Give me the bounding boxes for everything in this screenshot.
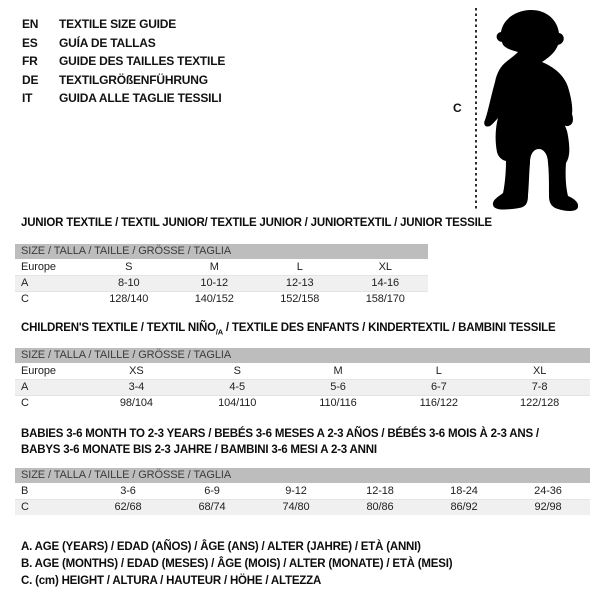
height-cell: 116/122	[419, 397, 458, 409]
babies-title-line1: BABIES 3-6 MONTH TO 2-3 YEARS / BEBÉS 3-6 MESES A 2-3 AÑOS / BÉBÉS 3-6 MOIS À 2-3 ANS /	[21, 428, 539, 440]
children-size-table	[15, 348, 590, 411]
language-title-block	[22, 15, 225, 108]
junior-size-table	[15, 244, 428, 307]
language-code: IT	[22, 91, 33, 105]
language-code: DE	[22, 72, 39, 87]
height-cell: 104/110	[218, 397, 257, 409]
language-row-en	[22, 15, 225, 34]
row-label: A	[21, 277, 29, 289]
height-cell: 74/80	[282, 501, 310, 513]
babies-size-table	[15, 468, 590, 515]
language-row-es	[22, 34, 225, 53]
height-cell: 98/104	[119, 397, 153, 409]
row-label: B	[21, 485, 29, 497]
height-cell: 140/152	[194, 293, 234, 305]
age-cell: 10-12	[200, 277, 229, 289]
age-cell: 5-6	[330, 381, 346, 393]
size-cell: S	[125, 261, 133, 273]
children-title-post: / TEXTILE DES ENFANTS / KINDERTEXTIL / BAMBINI TESSILE	[222, 322, 556, 334]
months-cell: 12-18	[366, 485, 394, 497]
age-cell: 4-5	[229, 381, 245, 393]
size-cell: M	[333, 365, 343, 377]
babies-table-title	[21, 426, 539, 458]
toddler-silhouette-image	[483, 8, 578, 212]
row-label: C	[21, 397, 29, 409]
children-title-pre: CHILDREN'S TEXTILE / TEXTIL NIÑO	[21, 322, 216, 334]
children-title-sub: /A	[215, 327, 223, 337]
months-cell: 3-6	[120, 485, 136, 497]
table-row-europe	[15, 363, 590, 379]
height-cell: 158/170	[365, 293, 405, 305]
size-header-bar: SIZE / TALLA / TAILLE / GRÖSSE / TAGLIA	[15, 468, 590, 483]
age-cell: 12-13	[285, 277, 314, 289]
size-cell: XL	[378, 261, 392, 273]
height-cell: 92/98	[534, 501, 562, 513]
size-cell: XL	[532, 365, 547, 377]
size-cell: L	[435, 365, 442, 377]
language-code: EN	[22, 17, 39, 31]
size-cell: L	[296, 261, 303, 273]
age-cell: 8-10	[117, 277, 140, 289]
footnote-height-cm: C. (cm) HEIGHT / ALTURA / HAUTEUR / HÖHE / ALTEZZA	[21, 574, 322, 587]
height-cell: 122/128	[520, 397, 560, 409]
row-label: Europe	[21, 261, 56, 273]
language-label: TEXTILGRÖßENFÜHRUNG	[59, 72, 208, 87]
footnote-age-years: A. AGE (YEARS) / EDAD (AÑOS) / ÂGE (ANS) / ALTER (JAHRE) / ETÀ (ANNI)	[21, 541, 421, 553]
row-label: C	[21, 501, 29, 513]
months-cell: 9-12	[285, 485, 307, 497]
height-measure-dashed-line	[475, 8, 477, 210]
months-cell: 18-24	[450, 485, 478, 497]
height-measure-label: C	[453, 101, 462, 115]
footnote-age-months: B. AGE (MONTHS) / EDAD (MESES) / ÂGE (MOIS) / ALTER (MONATE) / ETÀ (MESI)	[21, 557, 453, 570]
table-row-height	[15, 291, 428, 307]
children-table-title	[21, 320, 555, 340]
language-row-de	[22, 71, 225, 90]
language-code: FR	[22, 54, 38, 68]
height-cell: 86/92	[450, 501, 478, 513]
language-label: TEXTILE SIZE GUIDE	[59, 17, 177, 31]
row-label: Europe	[21, 365, 56, 377]
table-row-age	[15, 379, 590, 395]
size-header-bar: SIZE / TALLA / TAILLE / GRÖSSE / TAGLIA	[15, 244, 428, 259]
table-row-europe	[15, 259, 428, 275]
height-cell: 128/140	[109, 293, 149, 305]
language-code: ES	[22, 35, 38, 50]
babies-title-line2: BABYS 3-6 MONATE BIS 2-3 JAHRE / BAMBINI 3-6 MESI A 2-3 ANNI	[21, 444, 377, 456]
size-cell: S	[233, 365, 241, 377]
size-cell: M	[209, 261, 219, 273]
table-row-months	[15, 483, 590, 499]
age-cell: 7-8	[531, 381, 548, 393]
height-cell: 62/68	[114, 501, 142, 513]
language-row-fr	[22, 52, 225, 71]
language-label: GUIDE DES TAILLES TEXTILE	[59, 54, 226, 68]
age-cell: 3-4	[128, 381, 145, 393]
table-row-height	[15, 395, 590, 411]
language-label: GUÍA DE TALLAS	[59, 35, 156, 50]
months-cell: 24-36	[534, 485, 562, 497]
table-row-height	[15, 499, 590, 515]
language-label: GUIDA ALLE TAGLIE TESSILI	[59, 91, 222, 105]
months-cell: 6-9	[204, 485, 220, 497]
language-row-it	[22, 89, 225, 108]
size-cell: XS	[129, 365, 144, 377]
junior-table-title: JUNIOR TEXTILE / TEXTIL JUNIOR/ TEXTILE JUNIOR / JUNIORTEXTIL / JUNIOR TESSILE	[21, 217, 492, 229]
height-cell: 152/158	[280, 293, 320, 305]
row-label: C	[21, 293, 29, 305]
row-label: A	[21, 381, 29, 393]
table-row-age	[15, 275, 428, 291]
size-header-bar: SIZE / TALLA / TAILLE / GRÖSSE / TAGLIA	[15, 348, 590, 363]
height-cell: 68/74	[198, 501, 226, 513]
height-cell: 110/116	[319, 397, 357, 409]
legend-footnotes	[21, 539, 452, 589]
height-cell: 80/86	[366, 501, 394, 513]
age-cell: 14-16	[371, 277, 400, 289]
age-cell: 6-7	[430, 381, 447, 393]
